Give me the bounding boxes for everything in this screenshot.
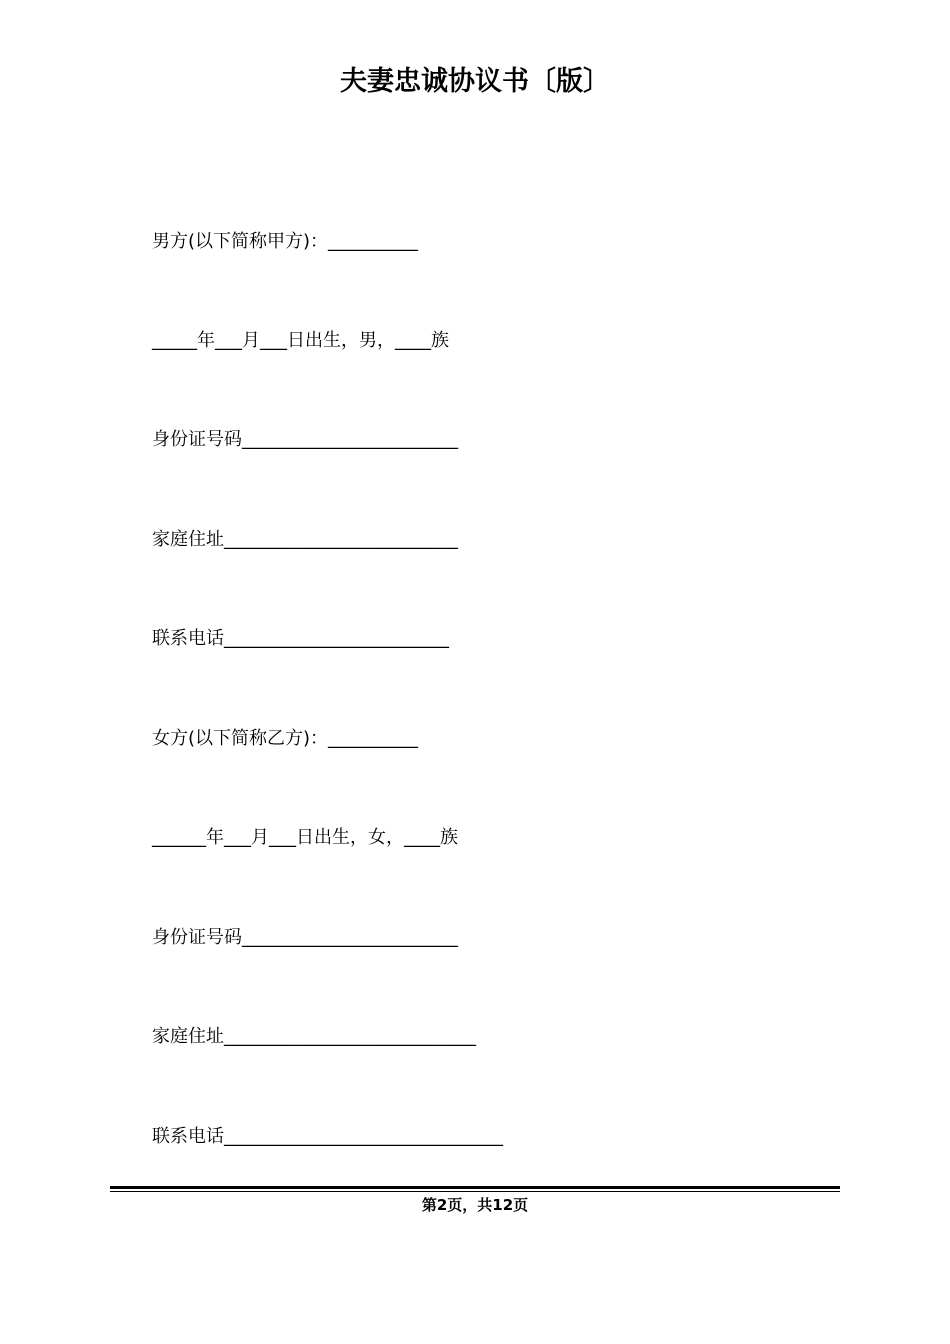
wife-id-line: 身份证号码________________________ [152, 927, 458, 948]
wife-birth-line: ______年___月___日出生，女，____族 [152, 827, 458, 848]
husband-phone-line: 联系电话_________________________ [152, 628, 449, 649]
husband-name-line: 男方(以下简称甲方)：__________ [152, 231, 419, 252]
document-title: 夫妻忠诚协议书〔版〕 [340, 66, 610, 97]
husband-id-line: 身份证号码________________________ [152, 429, 458, 450]
husband-address-line: 家庭住址__________________________ [152, 529, 458, 550]
footer-rule-thin [110, 1191, 840, 1192]
wife-address-line: 家庭住址____________________________ [152, 1026, 476, 1047]
page-number: 第2页，共12页 [421, 1196, 529, 1214]
footer-rule [110, 1186, 840, 1189]
wife-phone-line: 联系电话_______________________________ [152, 1126, 503, 1147]
wife-name-line: 女方(以下简称乙方)：__________ [152, 728, 419, 749]
husband-birth-line: _____年___月___日出生，男，____族 [152, 330, 449, 351]
